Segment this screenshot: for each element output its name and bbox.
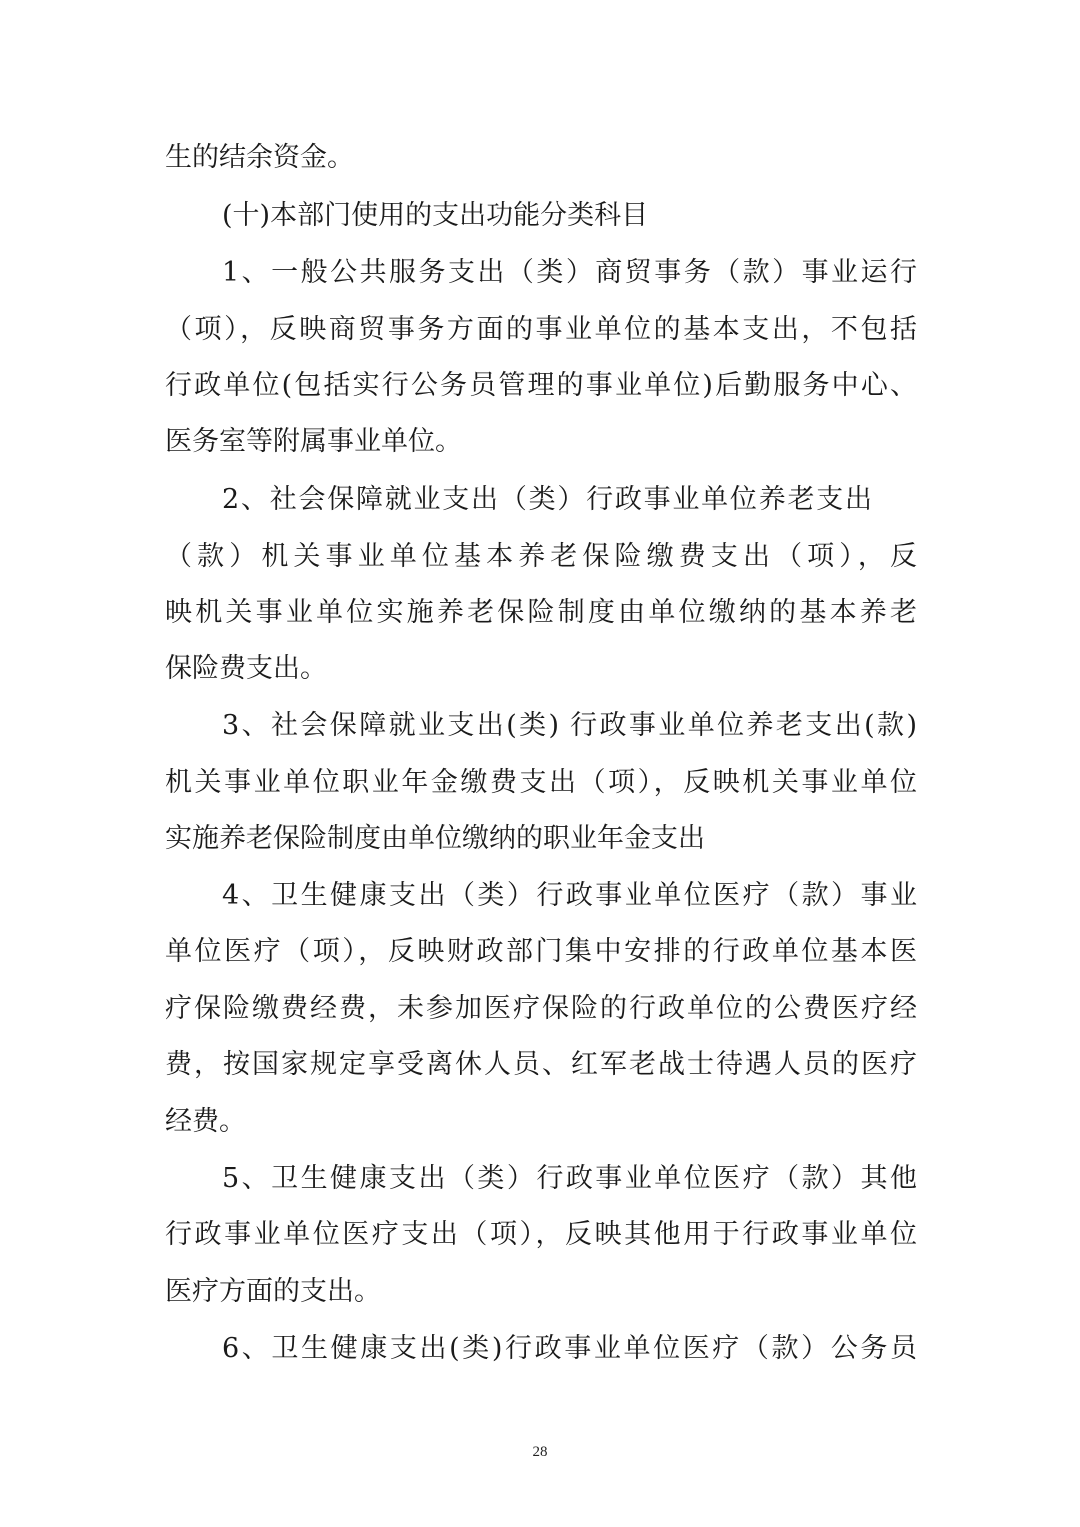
- text-line: 4、卫生健康支出（类）行政事业单位医疗（款）事业: [222, 880, 917, 911]
- text-line: 经费。: [165, 1106, 246, 1137]
- text-line: 1、一般公共服务支出（类）商贸事务（款）事业运行: [222, 257, 917, 288]
- text-line: 6、卫生健康支出(类)行政事业单位医疗（款）公务员: [222, 1333, 917, 1364]
- text-line: （项），反映商贸事务方面的事业单位的基本支出，不包括: [165, 314, 917, 345]
- text-line: 疗保险缴费经费，未参加医疗保险的行政单位的公费医疗经: [165, 993, 917, 1024]
- text-line: 生的结余资金。: [165, 142, 354, 173]
- section-heading: (十)本部门使用的支出功能分类科目: [222, 200, 649, 231]
- text-line: 医务室等附属事业单位。: [165, 426, 462, 457]
- text-line: 2、社会保障就业支出（类）行政事业单位养老支出: [222, 484, 872, 515]
- text-line: 保险费支出。: [165, 653, 327, 684]
- text-line: （款）机关事业单位基本养老保险缴费支出（项），反: [165, 541, 917, 572]
- text-line: 映机关事业单位实施养老保险制度由单位缴纳的基本养老: [165, 597, 917, 628]
- text-line: 单位医疗（项），反映财政部门集中安排的行政单位基本医: [165, 936, 917, 967]
- text-line: 费，按国家规定享受离休人员、红军老战士待遇人员的医疗: [165, 1049, 917, 1080]
- text-line: 实施养老保险制度由单位缴纳的职业年金支出: [165, 823, 705, 854]
- page-number: 28: [532, 1444, 548, 1460]
- text-line: 行政单位(包括实行公务员管理的事业单位)后勤服务中心、: [165, 370, 917, 401]
- text-line: 行政事业单位医疗支出（项），反映其他用于行政事业单位: [165, 1219, 917, 1250]
- text-line: 5、卫生健康支出（类）行政事业单位医疗（款）其他: [222, 1163, 917, 1194]
- text-line: 3、社会保障就业支出(类) 行政事业单位养老支出(款): [222, 710, 917, 741]
- text-line: 机关事业单位职业年金缴费支出（项），反映机关事业单位: [165, 767, 917, 798]
- text-line: 医疗方面的支出。: [165, 1276, 381, 1307]
